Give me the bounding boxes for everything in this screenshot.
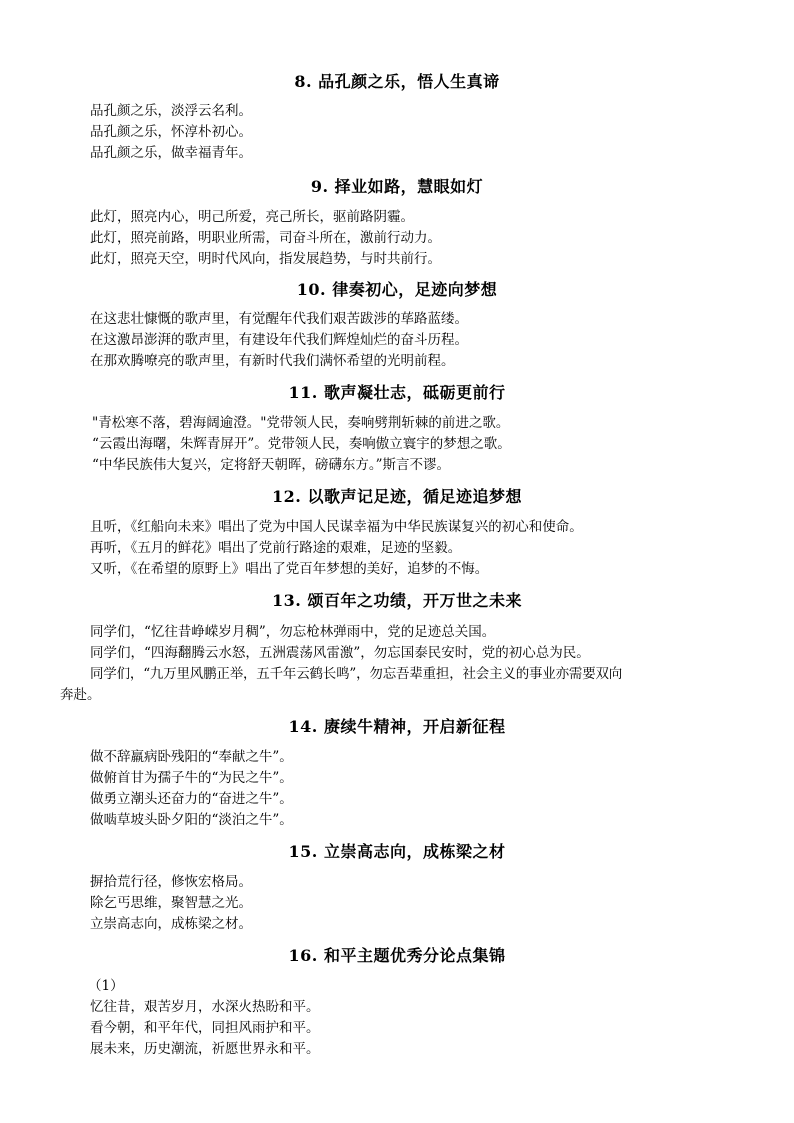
- text-line: 做不辞羸病卧残阳的“奉献之牛”。: [90, 749, 293, 765]
- text-line: 且听，《红船向未来》唱出了党为中国人民谋幸福为中华民族谋复兴的初心和使命。: [90, 519, 583, 535]
- text-line: “云霞出海曙，朱辉青屏开”。党带领人民，奏响傲立寰宇的梦想之歌。: [92, 436, 511, 452]
- section-14: [0, 715, 794, 831]
- section-title: 11. 歌声凝壮志，砥砺更前行: [288, 383, 506, 402]
- text-line: 做勇立潮头还奋力的“奋进之牛”。: [90, 791, 293, 807]
- section-title: 13. 颂百年之功绩，开万世之未来: [272, 591, 522, 610]
- text-line: 此灯，照亮天空，明时代风向，指发展趋势，与时共前行。: [90, 251, 441, 267]
- section-13: [0, 589, 794, 706]
- text-line: 此灯，照亮前路，明职业所需，司奋斗所在，激前行动力。: [90, 230, 441, 246]
- section-title: 8. 品孔颜之乐，悟人生真谛: [294, 72, 500, 91]
- text-line: 品孔颜之乐，怀淳朴初心。: [90, 124, 252, 140]
- section-title: 14. 赓续牛精神，开启新征程: [288, 717, 506, 736]
- text-line: 除乞丐思维，聚智慧之光。: [90, 895, 252, 911]
- text-line: 忆往昔，艰苦岁月，水深火热盼和平。: [90, 999, 320, 1015]
- text-line: 在这悲壮慷慨的歌声里，有觉醒年代我们艰苦跋涉的荜路蓝缕。: [90, 311, 468, 327]
- text-line: 看今朝，和平年代，同担风雨护和平。: [90, 1020, 320, 1036]
- text-line: 同学们，“四海翻腾云水怒，五洲震荡风雷激”，勿忘国泰民安时，党的初心总为民。: [90, 645, 590, 661]
- text-line-continued: 奔赴。: [60, 687, 101, 703]
- text-line: "青松寒不落，碧海阔逾澄。"党带领人民，奏响劈荆斩棘的前进之歌。: [92, 415, 510, 431]
- section-11: [0, 381, 794, 476]
- text-line: “中华民族伟大复兴，定将舒天朝晖，磅礴东方。”斯言不谬。: [92, 457, 451, 473]
- text-line: 同学们，“九万里风鹏正举，五千年云鹤长鸣”，勿忘吾辈重担，社会主义的事业亦需要双向: [90, 666, 623, 682]
- text-line: 做俯首甘为孺子牛的“为民之牛”。: [90, 770, 293, 786]
- section-16: [0, 944, 794, 1060]
- text-line: 立崇高志向，成栋梁之材。: [90, 916, 252, 932]
- section-title: 10. 律奏初心，足迹向梦想: [296, 280, 498, 299]
- text-line: 品孔颜之乐，淡浮云名利。: [90, 103, 252, 119]
- section-title: 16. 和平主题优秀分论点集锦: [288, 946, 506, 965]
- text-line: 在那欢腾嘹亮的歌声里，有新时代我们满怀希望的光明前程。: [90, 353, 455, 369]
- text-line: 同学们，“忆往昔峥嵘岁月稠”，勿忘枪林弹雨中，党的足迹总关国。: [90, 624, 496, 640]
- section-10: [0, 278, 794, 372]
- text-line: 品孔颜之乐，做幸福青年。: [90, 145, 252, 161]
- section-12: [0, 485, 794, 580]
- section-8: [0, 70, 794, 164]
- section-15: [0, 840, 794, 935]
- text-line: 又听，《在希望的原野上》唱出了党百年梦想的美好，追梦的不悔。: [90, 561, 489, 577]
- text-line: 摒拾荒行径，修恢宏格局。: [90, 874, 252, 890]
- text-line: 展未来，历史潮流，祈愿世界永和平。: [90, 1041, 320, 1057]
- section-title: 9. 择业如路，慧眼如灯: [310, 177, 484, 196]
- section-9: [0, 175, 794, 270]
- text-line: 此灯，照亮内心，明己所爱，亮己所长，驱前路阴霾。: [90, 209, 414, 225]
- list-marker: （1）: [88, 978, 124, 994]
- text-line: 在这激昂澎湃的歌声里，有建设年代我们辉煌灿烂的奋斗历程。: [90, 332, 468, 348]
- text-line: 再听，《五月的鲜花》唱出了党前行路途的艰难，足迹的坚毅。: [90, 540, 462, 556]
- section-title: 15. 立崇高志向，成栋梁之材: [288, 842, 506, 861]
- section-title: 12. 以歌声记足迹，循足迹追梦想: [272, 487, 522, 506]
- text-line: 做啮草坡头卧夕阳的“淡泊之牛”。: [90, 812, 293, 828]
